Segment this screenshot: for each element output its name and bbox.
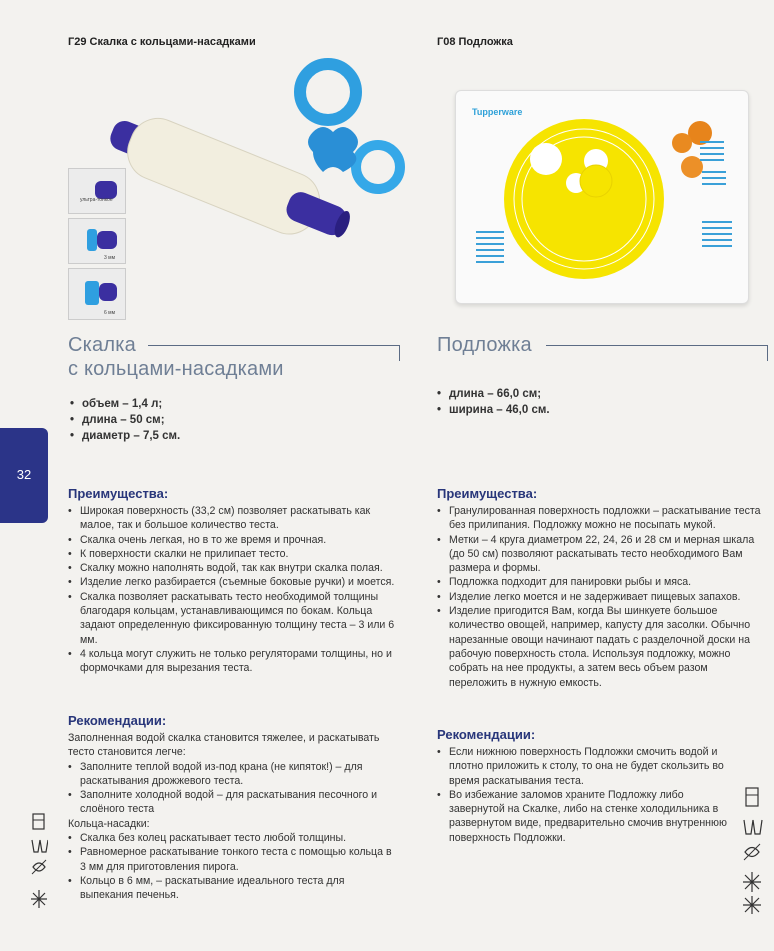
list-item: • Широкая поверхность (33,2 см) позволяет раскатывать как малое, так и большое количество теста. [68, 504, 398, 533]
spec-item: • ширина – 46,0 см. [437, 402, 550, 418]
thumbnail-label-3mm: 3 мм [104, 255, 116, 261]
title-rule-end [399, 345, 400, 361]
product-code-g29: Г29 Скалка с кольцами-насадками [68, 36, 256, 48]
spec-item: • длина – 50 см; [70, 412, 180, 428]
list-item: • Скалку можно наполнять водой, так как внутри скалка полая. [68, 561, 398, 575]
list-item: • Если нижнюю поверхность Подложки смочить водой и плотно приложить к столу, то она не будет скользить во время раскатывания теста. [437, 745, 737, 788]
rolling-pin-advantages-header: Преимущества: [68, 486, 169, 501]
thumbnail-ultra-thin [68, 168, 126, 214]
care-icons-right [742, 786, 764, 916]
list-item: • Скалка без колец раскатывает тесто любой толщины. [68, 831, 398, 845]
microwave-no-icon [32, 860, 46, 874]
list-item: • Равномерное раскатывание тонкого теста с помощью кольца в 3 мм для приготовления пирога. [68, 845, 398, 874]
microwave-no-icon [744, 844, 760, 860]
mat-recs-list [437, 745, 737, 845]
list-item: • К поверхности скалки не прилипает тесто. [68, 547, 398, 561]
list-item: • Скалка позволяет раскатывать тесто необходимой толщины благодаря кольцам, устанавливающимся по бокам. Кольца задают определенную фиксированную толщину теста – 3 или 6 мм. [68, 590, 398, 647]
thumbnail-label-6mm: 6 мм [104, 310, 116, 316]
spec-item: • длина – 66,0 см; [437, 386, 550, 402]
recs-intro: Заполненная водой скалка становится тяжелее, и раскатывать тесто становится легче: [68, 732, 380, 759]
spec-item: • объем – 1,4 л; [70, 396, 180, 412]
rolling-pin-title-line1: Скалка [68, 334, 136, 356]
list-item: • Гранулированная поверхность подложки – раскатывание теста без прилипания. Подложку можно не посыпать мукой. [437, 504, 767, 533]
recs-rings-list [68, 831, 398, 902]
mat-title-rule [546, 345, 767, 346]
snowflake-icon [31, 890, 47, 908]
dishwasher-icon [744, 820, 762, 834]
list-item: • Изделие легко разбирается (съемные боковые ручки) и моется. [68, 575, 398, 589]
mat-specs [437, 386, 550, 418]
care-icons-left [30, 812, 48, 912]
baking-mat-image [455, 90, 749, 304]
page-number: 32 [16, 467, 32, 482]
spec-item: • диаметр – 7,5 см. [70, 428, 180, 444]
rolling-pin-specs [70, 396, 180, 444]
list-item: • Заполните теплой водой из-под крана (не кипяток!) – для раскатывания дрожжевого теста. [68, 760, 398, 789]
mat-title: Подложка [437, 334, 532, 356]
rolling-pin-image [88, 52, 418, 242]
title-rule [148, 345, 400, 346]
list-item: • Изделие пригодится Вам, когда Вы шинкуете большое количество овощей, например, капусту для засолки. Обычно нарезанные овощи начинают падать с разделочной доски на рабочую поверхность стола. Используя подложку, можно собрать на нее продукты, а затем весь объем разом переложить в нужную емкость. [437, 604, 767, 690]
list-item: • Изделие легко моется и не задерживает пищевых запахов. [437, 590, 767, 604]
recs-water-list [68, 760, 398, 817]
thumbnail-label-ultra-thin: ультра-тонкое [80, 197, 113, 203]
freezer-icon [33, 814, 44, 829]
rolling-pin-title-line2: с кольцами-насадками [68, 358, 284, 380]
list-item: • Заполните холодной водой – для раскатывания песочного и слоёного теста [68, 788, 398, 817]
mat-advantages-list [437, 504, 767, 690]
list-item: • Кольцо в 6 мм, – раскатывание идеального теста для выпекания печенья. [68, 874, 398, 903]
dishwasher-icon [32, 840, 48, 852]
snowflake-icon [743, 872, 761, 892]
list-item: • Метки – 4 круга диаметром 22, 24, 26 и 28 см и мерная шкала (до 50 см) позволяют раскатывать тесто необходимого Вам размера и формы. [437, 533, 767, 576]
rolling-pin-advantages-list [68, 504, 398, 676]
thumbnail-6mm [68, 268, 126, 320]
thumbnail-3mm [68, 218, 126, 264]
list-item: • Подложка подходит для панировки рыбы и мяса. [437, 575, 767, 589]
mat-graphics [456, 91, 748, 303]
mat-advantages-header: Преимущества: [437, 486, 538, 501]
list-item: • 4 кольца могут служить не только регуляторами толщины, но и формочками для вырезания теста. [68, 647, 398, 676]
snowflake-icon [743, 896, 761, 914]
recs-rings-label: Кольца-насадки: [68, 817, 150, 830]
mat-recs-header: Рекомендации: [437, 727, 536, 742]
rolling-pin-recs [68, 731, 398, 903]
mat-title-rule-end [767, 345, 768, 361]
list-item: • Во избежание заломов храните Подложку либо завернутой на Скалке, либо на стенке холодильника в развернутом виде, предварительно смочив внутреннюю поверхность Подложки. [437, 788, 737, 845]
rolling-pin-recs-header: Рекомендации: [68, 713, 167, 728]
mat-brand: Tupperware [472, 107, 523, 117]
freezer-icon [746, 788, 758, 806]
product-code-g08: Г08 Подложка [437, 36, 513, 48]
list-item: • Скалка очень легкая, но в то же время и прочная. [68, 533, 398, 547]
